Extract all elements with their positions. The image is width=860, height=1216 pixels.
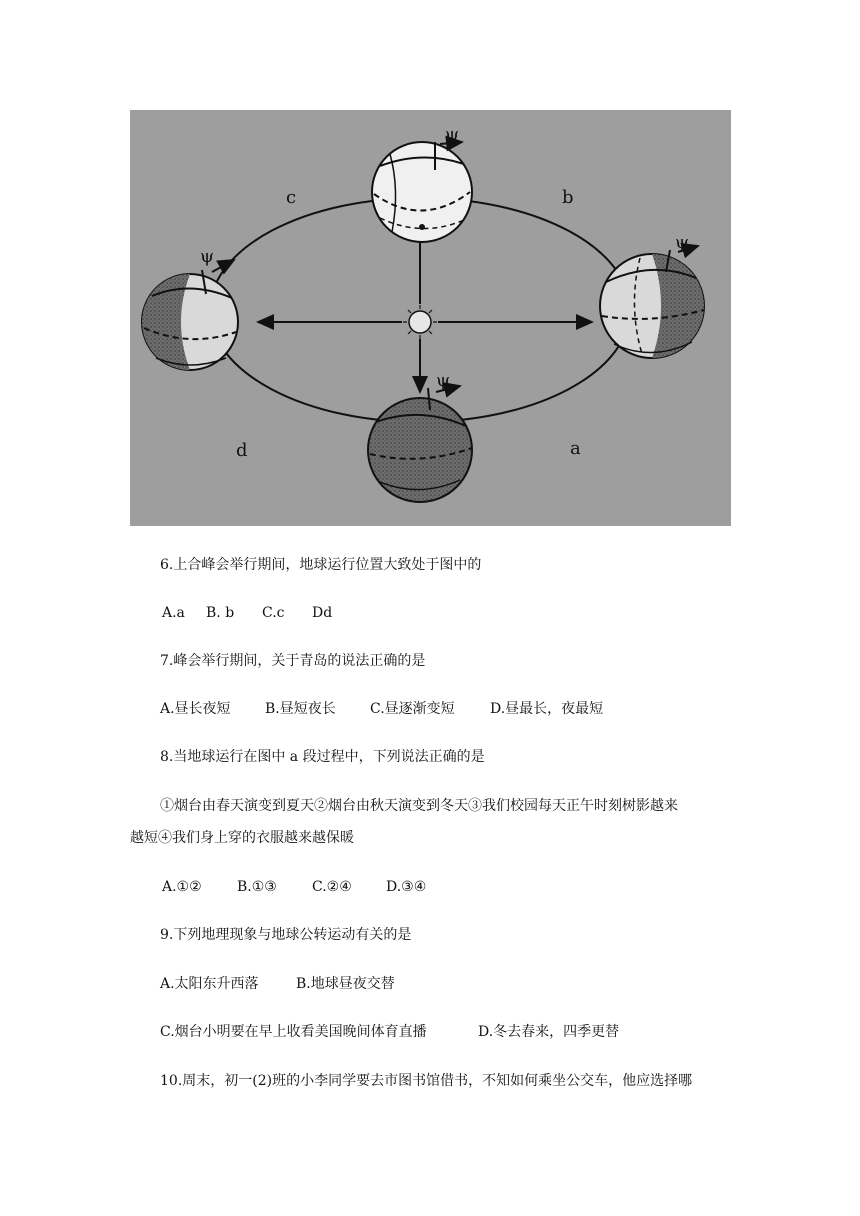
axis-symbol-right: ψ — [675, 232, 690, 253]
axis-symbol-top: ψ — [445, 124, 460, 145]
q7-option-d: D.昼最长，夜最短 — [490, 701, 604, 717]
q9-option-c: C.烟台小明要在早上收看美国晚间体育直播 — [160, 1024, 427, 1040]
q8-body-line2: 越短④我们身上穿的衣服越来越保暖 — [130, 830, 354, 846]
q10-stem: 10.周末，初一(2)班的小李同学要去市图书馆借书，不知如何乘坐公交车，他应选择哪 — [160, 1073, 693, 1089]
q6-option-c: C.c — [262, 605, 285, 621]
q6-stem: 6.上合峰会举行期间，地球运行位置大致处于图中的 — [160, 557, 482, 573]
earth-right — [600, 232, 704, 358]
label-d: d — [236, 440, 248, 461]
q6-option-d: Dd — [312, 605, 333, 621]
q6-option-a: A.a — [162, 605, 185, 621]
label-b: b — [562, 187, 574, 208]
earth-orbit-figure — [130, 110, 731, 526]
q7-option-c: C.昼逐渐变短 — [370, 701, 455, 717]
axis-symbol-bottom: ψ — [436, 370, 451, 391]
label-a: a — [570, 438, 581, 459]
q9-options-line2 — [160, 1022, 619, 1042]
q9-option-d: D.冬去春来，四季更替 — [478, 1024, 620, 1040]
label-c: c — [286, 187, 297, 208]
axis-symbol-left: ψ — [200, 246, 215, 267]
q8-option-a: A.①② — [162, 879, 202, 895]
q7-stem: 7.峰会举行期间，关于青岛的说法正确的是 — [160, 653, 426, 669]
q9-option-a: A.太阳东升西落 — [160, 976, 259, 992]
orbit-diagram — [130, 110, 731, 526]
earth-top — [372, 124, 472, 242]
q8-stem: 8.当地球运行在图中 a 段过程中，下列说法正确的是 — [160, 749, 485, 765]
sun-icon — [403, 305, 437, 339]
q8-options — [162, 877, 426, 897]
q8-option-b: B.①③ — [237, 879, 277, 895]
q6-option-b: B. b — [206, 605, 235, 621]
q7-option-a: A.昼长夜短 — [160, 701, 231, 717]
q7-options — [160, 699, 603, 719]
q8-body-line1: ①烟台由春天演变到夏天②烟台由秋天演变到冬天③我们校园每天正午时刻树影越来 — [160, 798, 678, 814]
q6-options — [162, 603, 332, 623]
q8-option-d: D.③④ — [386, 879, 427, 895]
q8-option-c: C.②④ — [312, 879, 352, 895]
earth-left — [142, 246, 238, 370]
q9-stem: 9.下列地理现象与地球公转运动有关的是 — [160, 927, 412, 943]
q9-options-line1 — [160, 974, 395, 994]
q9-option-b: B.地球昼夜交替 — [296, 976, 395, 992]
q7-option-b: B.昼短夜长 — [265, 701, 336, 717]
